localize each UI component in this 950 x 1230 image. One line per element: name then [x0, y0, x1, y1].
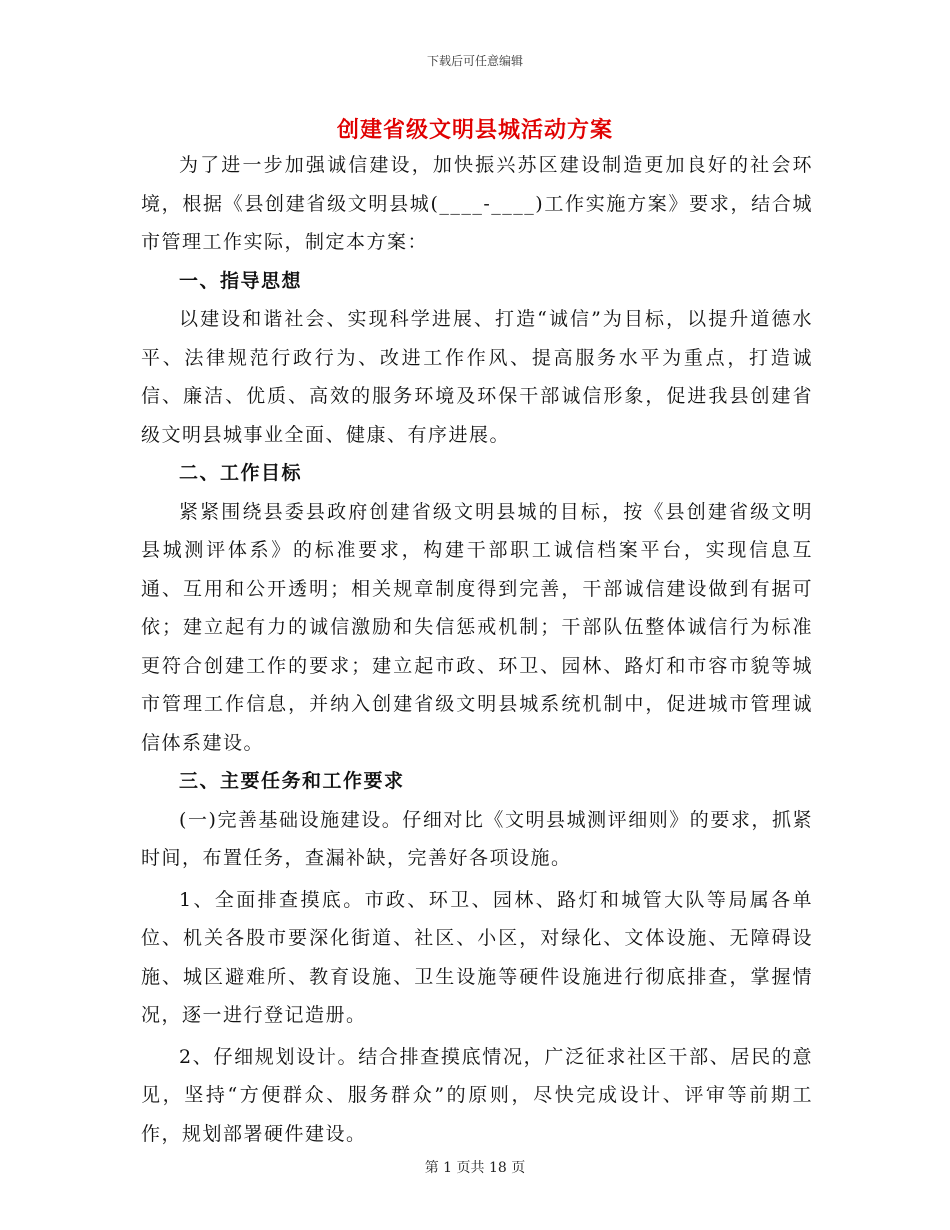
task-item-survey: 1、全面排查摸底。市政、环卫、园林、路灯和城管大队等局属各单位、机关各股市要深化街道、社区、小区，对绿化、文体设施、无障碍设施、城区避难所、教育设施、卫生设施等硬件设施进行彻底排查，掌握情况，逐一进行登记造册。 — [141, 888, 813, 1026]
intro-paragraph: 为了进一步加强诚信建设，加快振兴苏区建设制造更加良好的社会环境，根据《县创建省级文明县城(____-____)工作实施方案》要求，结合城市管理工作实际，制定本方案： — [141, 154, 813, 253]
task-item-infrastructure: (一)完善基础设施建设。仔细对比《文明县城测评细则》的要求，抓紧时间，布置任务，查漏补缺，完善好各项设施。 — [141, 808, 813, 869]
work-goals-paragraph: 紧紧围绕县委县政府创建省级文明县城的目标，按《县创建省级文明县城测评体系》的标准要求，构建干部职工诚信档案平台，实现信息互通、互用和公开透明；相关规章制度得到完善，干部诚信建设做到有据可依；建立起有力的诚信激励和失信惩戒机制；干部队伍整体诚信行为标准更符合创建工作的要求；建立起市政、环卫、园林、路灯和市容市貌等城市管理工作信息，并纳入创建省级文明县城系统机制中，促进城市管理诚信体系建设。 — [141, 500, 813, 754]
task-item-planning: 2、仔细规划设计。结合排查摸底情况，广泛征求社区干部、居民的意见，坚持“方便群众、服务群众”的原则，尽快完成设计、评审等前期工作，规划部署硬件建设。 — [141, 1045, 813, 1145]
document-body — [141, 146, 813, 1153]
header-note: 下载后可任意编辑 — [426, 54, 523, 68]
section-heading-guiding-thought: 一、指导思想 — [179, 269, 303, 292]
section-heading-main-tasks: 三、主要任务和工作要求 — [179, 770, 405, 792]
document-title: 创建省级文明县城活动方案 — [336, 117, 613, 143]
section-heading-work-goals: 二、工作目标 — [179, 462, 303, 484]
guiding-thought-paragraph: 以建设和谐社会、实现科学进展、打造“诚信”为目标，以提升道德水平、法律规范行政行为、改进工作作风、提高服务水平为重点，打造诚信、廉洁、优质、高效的服务环境及环保干部诚信形象，促进我县创建省级文明县城事业全面、健康、有序进展。 — [141, 308, 813, 446]
page-footer: 第 1 页共 18 页 — [424, 1160, 526, 1176]
